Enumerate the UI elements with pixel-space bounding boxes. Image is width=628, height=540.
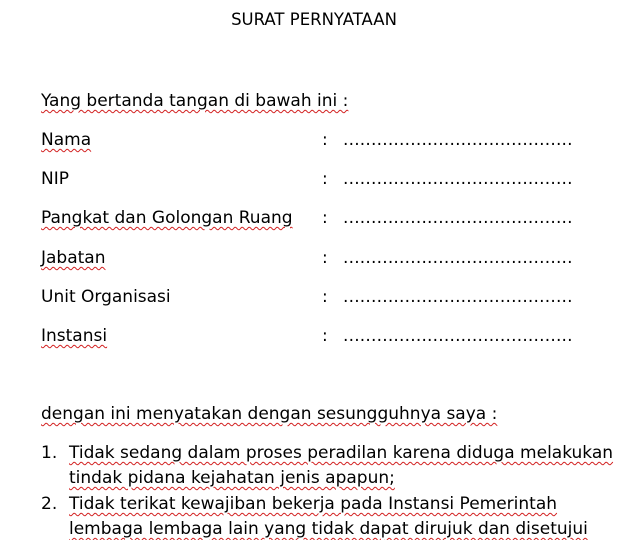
field-value-placeholder: ......................................... [343, 208, 573, 228]
field-colon: : [322, 130, 328, 150]
field-value-placeholder: ......................................... [343, 130, 573, 150]
list-item-line: Tidak sedang dalam proses peradilan karena diduga melakukan [69, 443, 614, 463]
list-item-line: tindak pidana kejahatan jenis apapun; [69, 468, 395, 488]
field-value-placeholder: ......................................... [343, 326, 573, 346]
field-value-placeholder: ......................................... [343, 248, 573, 268]
list-item-number: 1. [41, 443, 58, 463]
field-value-placeholder: ......................................... [343, 169, 573, 189]
statement-text: dengan ini menyatakan dengan sesungguhnya saya : [41, 404, 498, 424]
document-title: SURAT PERNYATAAN [231, 10, 397, 29]
field-colon: : [322, 248, 328, 268]
intro-text: Yang bertanda tangan di bawah ini : [41, 91, 349, 111]
field-label: Nama [41, 130, 92, 150]
field-colon: : [322, 326, 328, 346]
list-item-number: 2. [41, 494, 58, 514]
field-colon: : [322, 287, 328, 307]
field-label: Instansi [41, 326, 108, 346]
field-colon: : [322, 208, 328, 228]
field-label: Jabatan [41, 248, 106, 268]
field-value-placeholder: ......................................... [343, 287, 573, 307]
list-item-line: lembaga lembaga lain yang tidak dapat dirujuk dan disetujui [69, 519, 588, 539]
field-colon: : [322, 169, 328, 189]
field-label: NIP [41, 169, 69, 189]
field-label: Pangkat dan Golongan Ruang [41, 208, 293, 228]
list-item-line: Tidak terikat kewajiban bekerja pada Instansi Pemerintah [69, 494, 558, 514]
field-label: Unit Organisasi [41, 287, 171, 307]
